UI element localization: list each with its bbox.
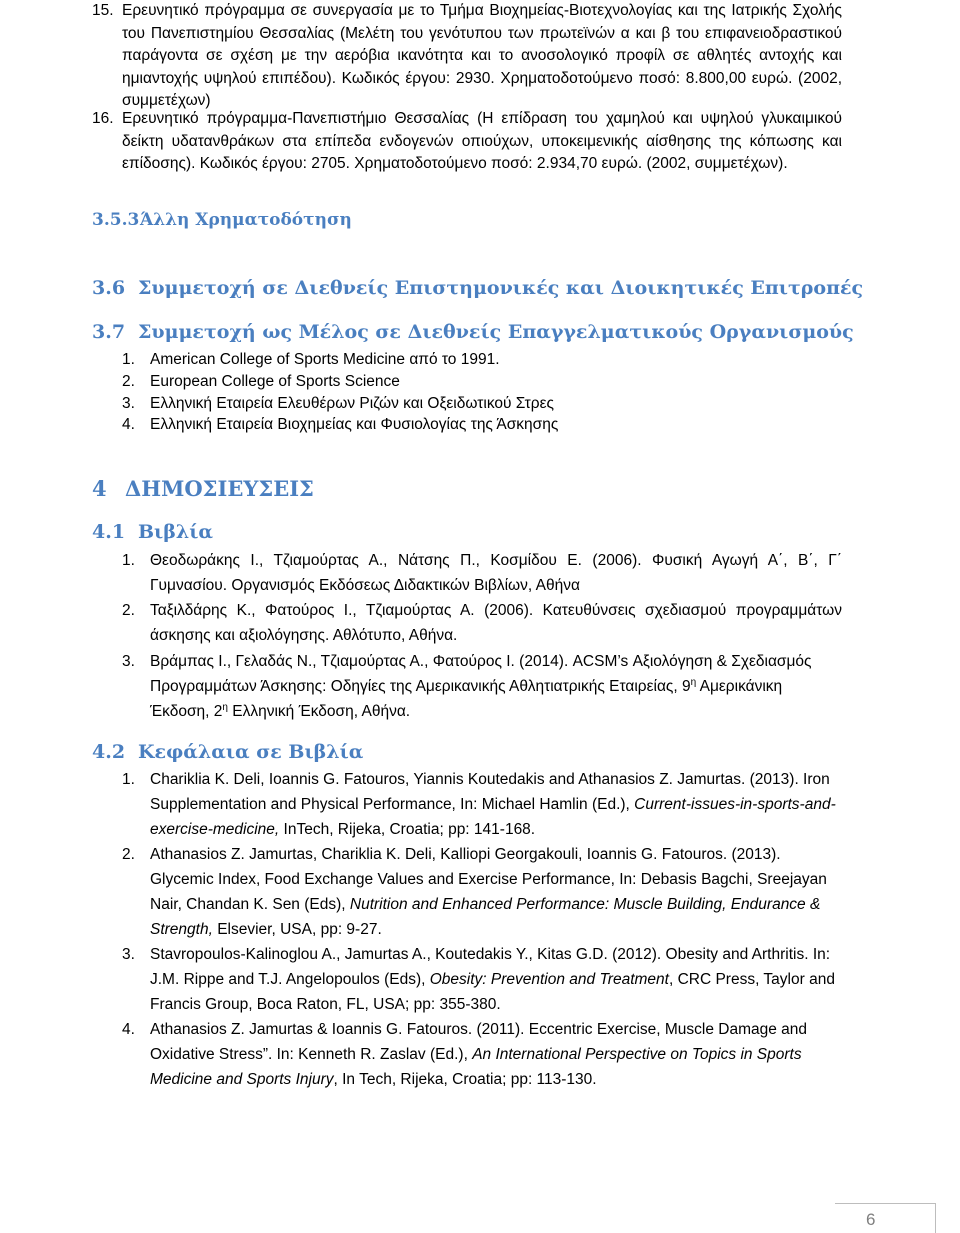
item-number: 4. xyxy=(122,416,135,433)
item-text: Θεοδωράκης Ι., Τζιαμούρτας Α., Νάτσης Π., Κοσμίδου Ε. (2006). Φυσική Αγωγή Α΄, Β΄, Γ΄ Γυμνασίου. Οργανισμός Εκδόσεως Διδακτικών Βιβλίων, Αθήνα xyxy=(150,552,842,594)
item-number: 1. xyxy=(122,771,135,788)
chapter-item-4 xyxy=(122,1017,842,1092)
section-title: Συμμετοχή σε Διεθνείς Επιστημονικές και Διοικητικές Επιτροπές xyxy=(138,277,864,299)
item-text: Ελληνική Εταιρεία Ελευθέρων Ριζών και Οξειδωτικού Στρες xyxy=(150,395,554,412)
section-heading-3-5-3 xyxy=(92,210,352,230)
footer-border-top xyxy=(835,1203,935,1204)
book-item-3 xyxy=(122,649,842,724)
chapter-item-3 xyxy=(122,942,842,1017)
item-text: , CRC Press, Taylor and Francis Group, Boca Raton, FL, USA; pp: 355-380. xyxy=(150,971,835,1013)
section-number: 3.6 xyxy=(92,277,126,299)
item-number: 16. xyxy=(92,110,114,127)
section-heading-4-1 xyxy=(92,521,213,543)
section-title: Βιβλία xyxy=(138,521,214,543)
membership-item xyxy=(122,412,845,437)
item-text: Stavropoulos-Kalinoglou A., Jamurtas A., Koutedakis Y., Kitas G.D. (2012). Obesity and Arthritis. In: J.M. Rippe and T.J. Angelopoulos (Eds), xyxy=(150,946,831,988)
footer-border-right xyxy=(935,1203,936,1233)
item-text: Athanasios Z. Jamurtas & Ioannis G. Fatouros. (2011). Eccentric Exercise, Muscle Damage and Oxidative Stress”. In: Kenneth R. Zaslav (Ed.), xyxy=(150,1021,808,1063)
item-number: 2. xyxy=(122,373,135,390)
item-text: Ελληνική Έκδοση, Αθήνα. xyxy=(227,703,411,720)
item-text: Ερευνητικό πρόγραμμα σε συνεργασία με το Τμήμα Βιοχημείας-Βιοτεχνολογίας και της Ιατρικής Σχολής του Πανεπιστημίου Θεσσαλίας (Μελέτη του γενότυπου των πρωτεϊνών α και β του επιφανειοδραστικού παράγοντα σε σχέση με την αερόβια ικανότητα και το ανοσολογικό προφίλ σε αθλητές αντοχής και ημιαντοχής υψηλού επιπέδου). Κωδικός έργου: 2930. Χρηματοδοτούμενο ποσό: 8.800,00 ευρώ. (2002, συμμετέχων) xyxy=(122,2,842,109)
book-title: Current-issues-in-sports-and-exercise-medicine, xyxy=(150,796,836,838)
item-text: , In Tech, Rijeka, Croatia; pp: 113-130. xyxy=(333,1071,597,1088)
section-number: 3.5.3 xyxy=(92,210,140,230)
section-heading-3-7 xyxy=(92,321,854,343)
item-number: 2. xyxy=(122,602,135,619)
item-text: American College of Sports Medicine από το 1991. xyxy=(150,351,500,368)
item-number: 3. xyxy=(122,946,135,963)
item-text: Ελληνική Εταιρεία Βιοχημείας και Φυσιολογίας της Άσκησης xyxy=(150,416,559,433)
book-item-1 xyxy=(122,548,842,598)
section-title: Άλλη Χρηματοδότηση xyxy=(140,210,352,230)
superscript: η xyxy=(222,701,228,713)
item-number: 15. xyxy=(92,2,114,19)
chapter-item-2 xyxy=(122,842,842,942)
section-number: 4.2 xyxy=(92,741,126,763)
section-title: Συμμετοχή ως Μέλος σε Διεθνείς Επαγγελματικούς Οργανισμούς xyxy=(138,321,854,343)
superscript: η xyxy=(690,676,697,688)
item-number: 3. xyxy=(122,653,135,670)
chapter-item-1 xyxy=(122,767,842,842)
funding-item-16 xyxy=(92,108,842,176)
item-text: Athanasios Z. Jamurtas, Chariklia K. Deli, Kalliopi Georgakouli, Ioannis G. Fatouros. (2013). Glycemic Index, Food Exchange Values and Exercise Performance, In: Debasis Bagchi, Sreejayan Nair, Chandan K. Sen (Eds), xyxy=(150,846,827,913)
funding-item-15 xyxy=(92,0,842,113)
item-number: 2. xyxy=(122,846,135,863)
section-number: 4 xyxy=(92,476,107,501)
item-text: Elsevier, USA, pp: 9-27. xyxy=(212,921,382,938)
item-number: 3. xyxy=(122,395,135,412)
section-heading-4-2 xyxy=(92,741,363,763)
item-number: 4. xyxy=(122,1021,135,1038)
section-title: Κεφάλαια σε Βιβλία xyxy=(138,741,364,763)
book-title: An International Perspective on Topics in Sports Medicine and Sports Injury xyxy=(150,1046,802,1088)
section-number: 3.7 xyxy=(92,321,126,343)
item-text: European College of Sports Science xyxy=(150,373,400,390)
page-number: 6 xyxy=(866,1210,876,1229)
item-text: Αμερικάνικη Έκδοση, 2 xyxy=(150,678,783,720)
section-title: ΔΗΜΟΣΙΕΥΣΕΙΣ xyxy=(125,476,314,501)
item-number: 1. xyxy=(122,351,135,368)
item-number: 1. xyxy=(122,552,135,569)
item-text: Ταξιλδάρης Κ., Φατούρος Ι., Τζιαμούρτας Α. (2006). Κατευθύνσεις σχεδιασμού προγραμμάτων άσκησης και αξιολόγησης. Αθλότυπο, Αθήνα. xyxy=(150,602,842,644)
section-heading-4 xyxy=(92,476,314,501)
section-number: 4.1 xyxy=(92,521,126,543)
book-title: Nutrition and Enhanced Performance: Muscle Building, Endurance & Strength, xyxy=(150,896,821,938)
item-text: Ερευνητικό πρόγραμμα-Πανεπιστήμιο Θεσσαλίας (Η επίδραση του χαμηλού και υψηλού γλυκαιμικού δείκτη υδατανθράκων στα επίπεδα ενδογενών οπιούχων, υποκειμενικής αίσθησης της κόπωσης και επίδοσης). Κωδικός έργου: 2705. Χρηματοδοτούμενο ποσό: 2.934,70 ευρώ. (2002, συμμετέχων). xyxy=(122,110,842,172)
item-text: Chariklia K. Deli, Ioannis G. Fatouros, Yiannis Koutedakis and Athanasios Z. Jamurtas. (2013). Iron Supplementation and Physical Performance, In: Michael Hamlin (Ed.), xyxy=(150,771,830,813)
book-item-2 xyxy=(122,598,842,648)
item-text: InTech, Rijeka, Croatia; pp: 141-168. xyxy=(279,821,536,838)
book-title: Obesity: Prevention and Treatment xyxy=(429,971,669,988)
section-heading-3-6 xyxy=(92,277,863,299)
item-text: Βράμπας Ι., Γελαδάς Ν., Τζιαμούρτας Α., Φατούρος Ι. (2014). ACSM’s Αξιολόγηση & Σχεδιασμός Προγραμμάτων Άσκησης: Οδηγίες της Αμερικανικής Αθλητιατρικής Εταιρείας, 9 xyxy=(150,653,812,695)
